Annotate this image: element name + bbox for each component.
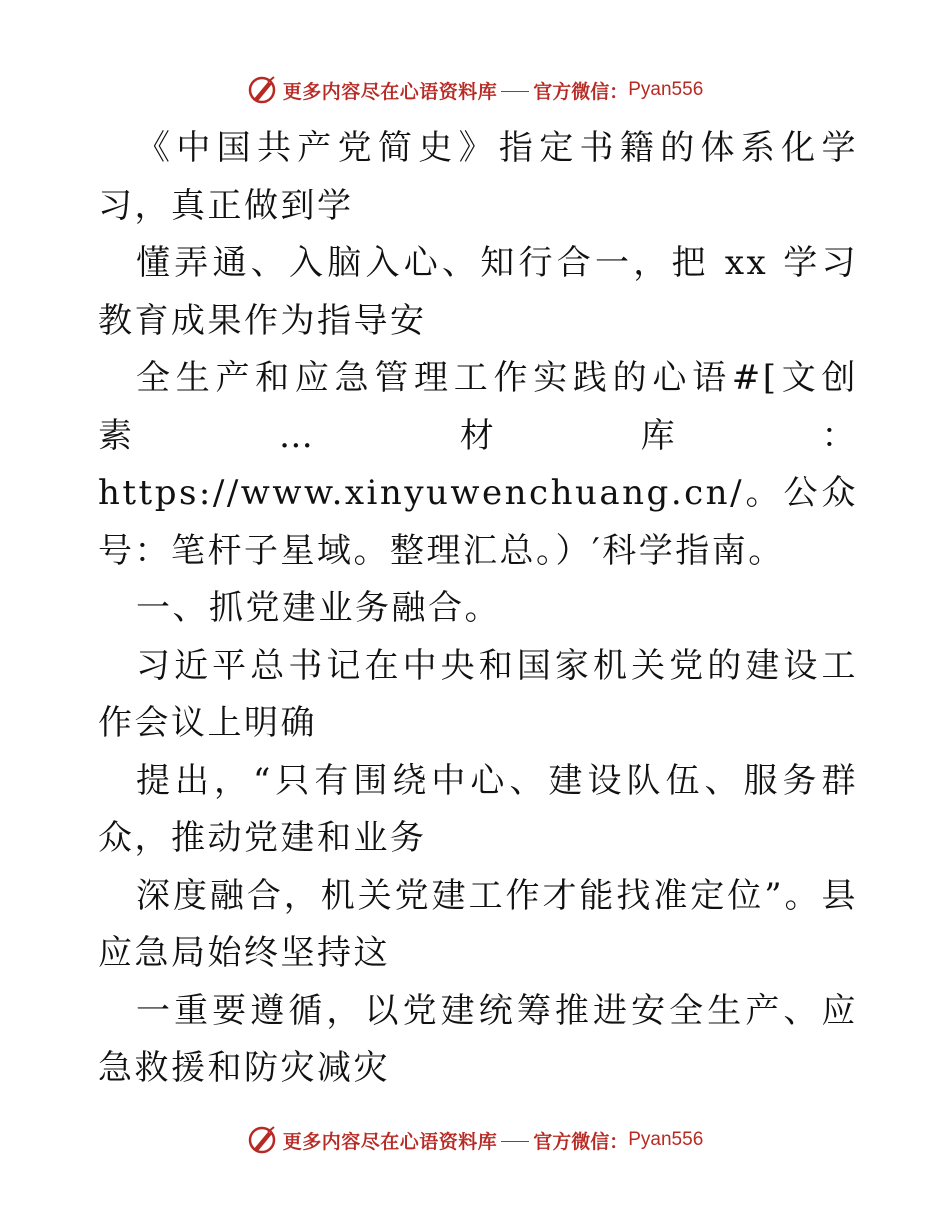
- watermark-brand: 更多内容尽在心语资料库: [282, 80, 498, 103]
- paragraph-2: 懂弄通、入脑入心、知行合一，把 xx 学习教育成果作为指导安: [98, 243, 858, 341]
- quill-pen-circle-icon: [247, 1125, 277, 1155]
- paragraph-1: 《中国共产党简史》指定书籍的体系化学习，真正做到学: [98, 128, 858, 226]
- footer-watermark-official-label: 官方微信：: [533, 1130, 629, 1153]
- footer-watermark-brand: 更多内容尽在心语资料库: [282, 1130, 498, 1153]
- watermark-wechat-id: Pyan556: [628, 79, 704, 100]
- document-body: [98, 120, 858, 1098]
- header-watermark: [0, 70, 950, 110]
- watermark-official-label: 官方微信：: [533, 80, 629, 103]
- quill-pen-circle-icon: [247, 75, 277, 105]
- paragraph-6: 深度融合，机关党建工作才能找准定位”。县应急局始终坚持这: [98, 875, 858, 973]
- footer-watermark-dash: [501, 1141, 529, 1142]
- watermark-dash: [501, 91, 529, 92]
- paragraph-3: 全生产和应急管理工作实践的心语#[文创素…材库：https://www.xinyuwenchuang.cn/。公众号：笔杆子星域。整理汇总。）′科学指南。: [98, 358, 858, 571]
- paragraph-4: 习近平总书记在中央和国家机关党的建设工作会议上明确: [98, 645, 858, 743]
- footer-watermark-wechat-id: Pyan556: [628, 1129, 704, 1150]
- paragraph-5: 提出，“只有围绕中心、建设队伍、服务群众，推动党建和业务: [98, 760, 858, 858]
- section-heading-1: 一、抓党建业务融合。: [136, 588, 501, 628]
- paragraph-7: 一重要遵循，以党建统筹推进安全生产、应急救援和防灾减灾: [98, 990, 858, 1088]
- footer-watermark: [0, 1120, 950, 1160]
